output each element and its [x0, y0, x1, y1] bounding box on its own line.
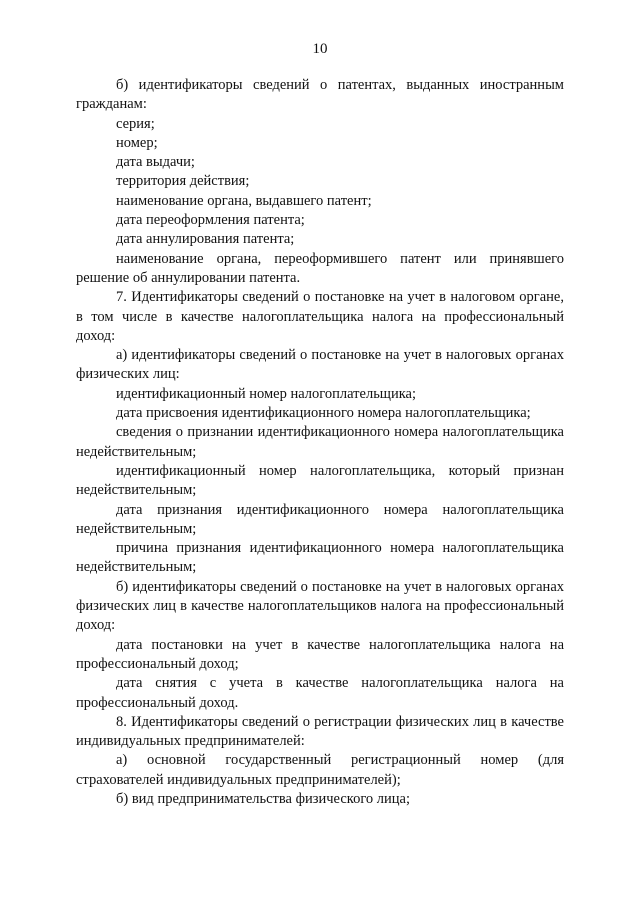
paragraph: дата выдачи; — [116, 154, 195, 171]
paragraph: 7. Идентификаторы сведений о постановке на учет в налоговом органе, в том числе в качестве налогоплательщика налога на профессиональный доход: — [76, 289, 564, 344]
page-number: 10 — [312, 41, 328, 57]
paragraph: номер; — [116, 134, 158, 151]
paragraph: территория действия; — [116, 173, 250, 190]
document-body — [76, 76, 564, 809]
paragraph: сведения о признании идентификационного номера налогоплательщика недействительным; — [76, 424, 564, 460]
paragraph: дата переоформления патента; — [116, 212, 305, 229]
paragraph: серия; — [116, 115, 155, 132]
paragraph: дата постановки на учет в качестве налогоплательщика налога на профессиональный доход; — [76, 636, 564, 672]
paragraph: дата присвоения идентификационного номера налогоплательщика; — [116, 405, 531, 422]
paragraph: а) основной государственный регистрационный номер (для страхователей индивидуальных предпринимателей); — [76, 752, 564, 788]
paragraph: б) идентификаторы сведений о патентах, выданных иностранным гражданам: — [76, 77, 564, 113]
paragraph: наименование органа, переоформившего патент или принявшего решение об аннулировании патента. — [76, 250, 564, 286]
paragraph: причина признания идентификационного номера налогоплательщика недействительным; — [76, 540, 564, 576]
paragraph: дата аннулирования патента; — [116, 231, 295, 248]
paragraph: а) идентификаторы сведений о постановке на учет в налоговых органах физических лиц: — [76, 347, 564, 383]
paragraph: дата снятия с учета в качестве налогоплательщика налога на профессиональный доход. — [76, 675, 564, 711]
paragraph: б) идентификаторы сведений о постановке на учет в налоговых органах физических лиц в качестве налогоплательщиков налога на профессиональный доход: — [76, 578, 564, 634]
paragraph: 8. Идентификаторы сведений о регистрации физических лиц в качестве индивидуальных предпринимателей: — [76, 713, 564, 750]
paragraph: наименование органа, выдавшего патент; — [116, 192, 372, 209]
paragraph: идентификационный номер налогоплательщика, который признан недействительным; — [76, 462, 564, 499]
paragraph: б) вид предпринимательства физического лица; — [116, 790, 411, 807]
paragraph: дата признания идентификационного номера налогоплательщика недействительным; — [76, 501, 564, 537]
paragraph: идентификационный номер налогоплательщика; — [116, 385, 417, 402]
